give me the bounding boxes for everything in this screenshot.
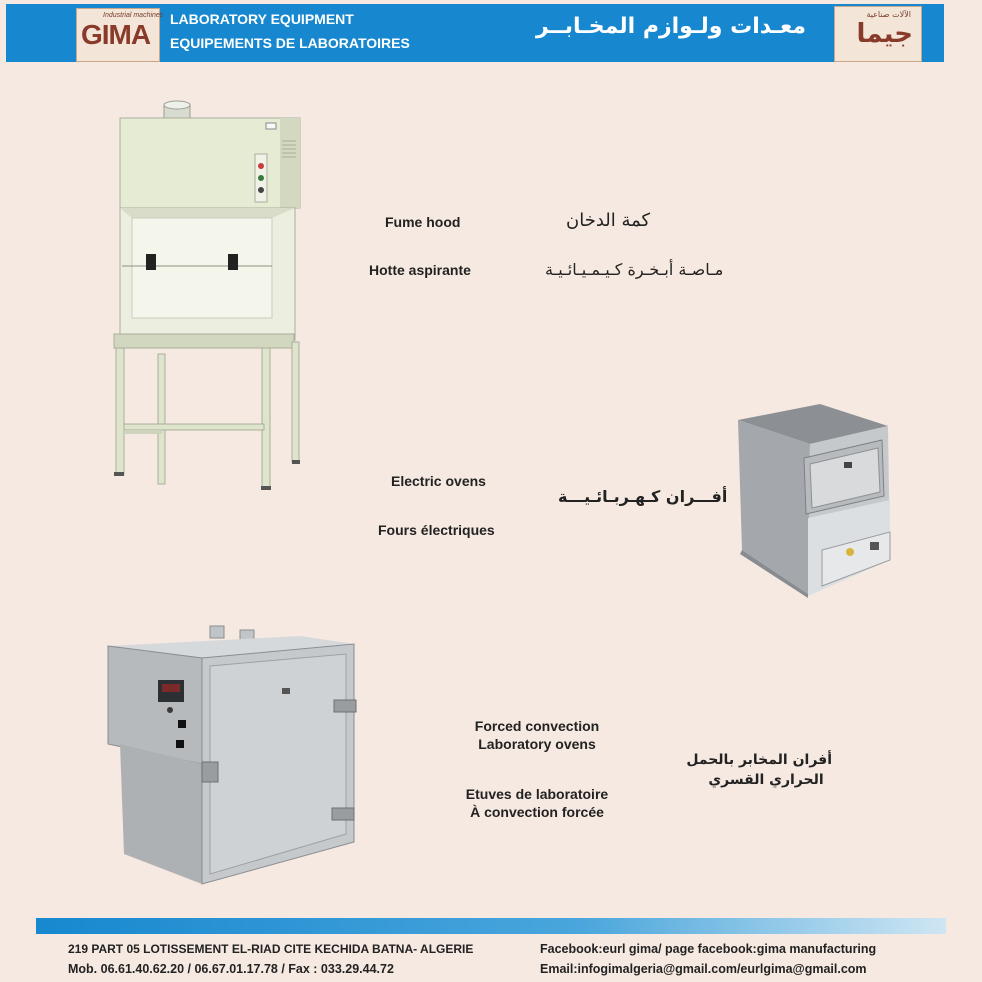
fume-hood-image (100, 96, 320, 500)
logo-wordmark: GIMA (81, 19, 151, 50)
logo-subtitle: Industrial machines (103, 12, 164, 19)
forced-label-ar-2: الحراري القسري (708, 772, 824, 788)
forced-label-ar-1: أفران المخابر بالحمل (686, 752, 832, 768)
gima-logo (76, 8, 164, 62)
footer-bar (36, 918, 946, 934)
fume-hood-label-fr: Hotte aspirante (369, 262, 471, 278)
header-title-ar: معـدات ولـوازم المخـابــر (536, 14, 806, 39)
gima-logo-arabic (834, 6, 922, 62)
forced-label-en-2: Laboratory ovens (478, 736, 596, 752)
fume-hood-label-en: Fume hood (385, 214, 461, 230)
forced-label-en-1: Forced convection (474, 718, 600, 734)
fume-hood-label-ar: كمة الدخان (566, 210, 651, 231)
forced-label-fr-1: Etuves de laboratoire (465, 786, 609, 802)
header-title-fr: EQUIPEMENTS DE LABORATOIRES (170, 35, 410, 51)
logo-arabic-subtitle: الآلات صناعية (866, 10, 911, 19)
footer-email: Email:infogimalgeria@gmail.com/eurlgima@gmail.com (540, 962, 867, 976)
electric-oven-image (732, 400, 902, 600)
electric-ovens-label-ar: أفـــران كـهـربـائـيـــة (558, 487, 728, 506)
logo-arabic-wordmark: جيما (856, 19, 913, 49)
forced-label-fr-2: À convection forcée (470, 804, 604, 820)
fume-hood-label-ar-2: مـاصـة أبـخـرة كـيـمـيـائـيـة (545, 260, 724, 279)
footer-phones: Mob. 06.61.40.62.20 / 06.67.01.17.78 / Fax : 033.29.44.72 (68, 962, 394, 976)
electric-ovens-label-fr: Fours électriques (378, 522, 495, 538)
footer-facebook: Facebook:eurl gima/ page facebook:gima manufacturing (540, 942, 877, 956)
forced-convection-oven-image (102, 622, 362, 890)
footer-address: 219 PART 05 LOTISSEMENT EL-RIAD CITE KECHIDA BATNA- ALGERIE (68, 942, 474, 956)
electric-ovens-label-en: Electric ovens (391, 473, 486, 489)
header-title-en: LABORATORY EQUIPMENT (170, 11, 354, 27)
